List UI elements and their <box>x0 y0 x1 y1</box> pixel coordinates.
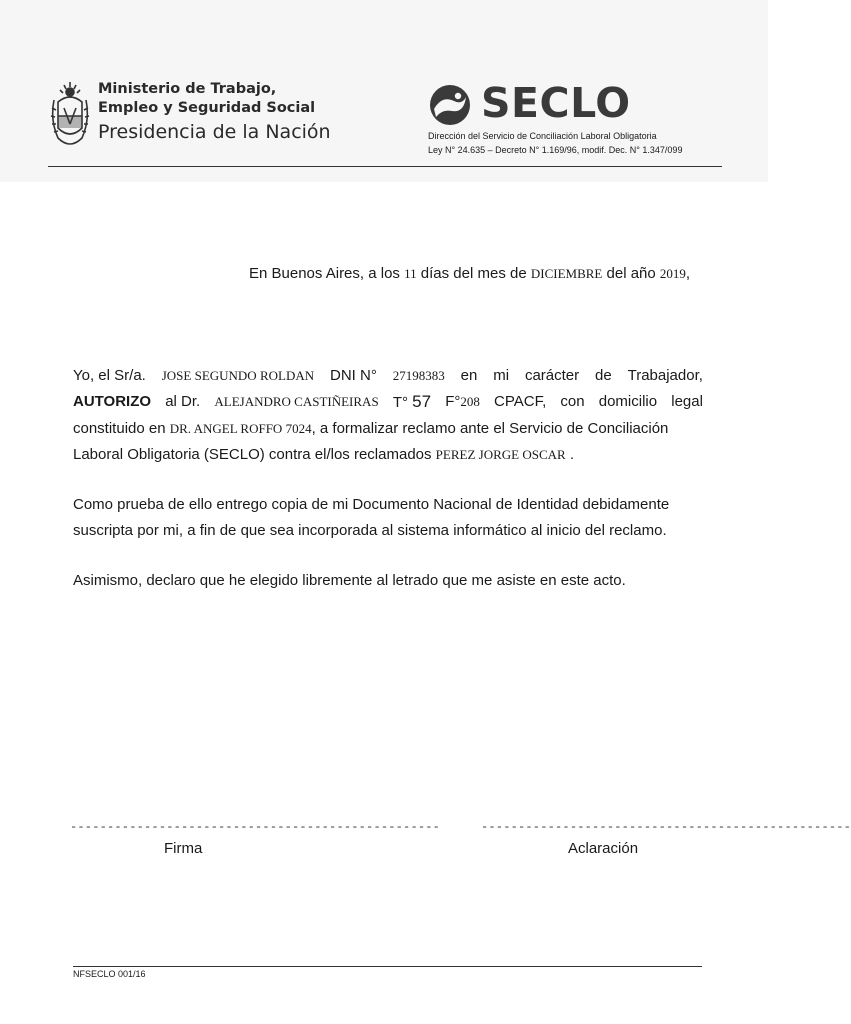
date-year: 2019 <box>659 266 686 281</box>
clarification-line: -------------------------------------------------- <box>481 820 851 834</box>
word-con: con <box>560 393 585 410</box>
auth-yo: Yo, el Sr/a. <box>73 367 146 384</box>
evidence-line-1: Como prueba de ello entrego copia de mi Documento Nacional de Identidad debidamente <box>73 496 670 513</box>
word-mi: mi <box>493 367 510 384</box>
seclo-law: Ley N° 24.635 – Decreto N° 1.169/96, modif. Dec. N° 1.347/099 <box>428 145 683 155</box>
tomo-label: T° <box>392 394 408 411</box>
date-month: DICIEMBRE <box>530 266 603 281</box>
date-middle: días del mes de <box>416 265 531 282</box>
date-suffix: , <box>685 265 691 282</box>
respondent-name: PEREZ JORGE OSCAR <box>435 447 566 462</box>
cpacf: CPACF, <box>494 393 547 410</box>
word-domicilio: domicilio <box>598 393 658 410</box>
seclo-direction: Dirección del Servicio de Conciliación Laboral Obligatoria <box>428 131 657 141</box>
date-prefix: En Buenos Aires, a los <box>249 265 405 282</box>
constituido-label: constituido en <box>73 420 166 437</box>
date-year-prefix: del año <box>602 265 660 282</box>
footer-divider <box>73 966 702 967</box>
al-dr: al Dr. <box>165 393 201 410</box>
argentina-coat-of-arms-icon <box>50 80 90 148</box>
clarification-label: Aclaración <box>568 840 639 857</box>
lawyer-name: ALEJANDRO CASTIÑEIRAS <box>214 394 379 409</box>
word-legal: legal <box>671 393 703 410</box>
tomo <box>393 389 431 416</box>
evidence-paragraph <box>73 492 703 544</box>
date-day: 11 <box>404 266 417 281</box>
word-caracter: carácter <box>524 367 580 384</box>
authorization-paragraph <box>73 363 703 468</box>
address: DR. ANGEL ROFFO 7024 <box>169 421 312 436</box>
folio-number: 208 <box>460 394 480 409</box>
auth-line-2 <box>73 389 703 416</box>
signature-label: Firma <box>164 840 203 857</box>
form-code: NFSECLO 001/16 <box>73 969 146 979</box>
tomo-number: 57 <box>412 392 432 411</box>
folio <box>445 389 480 416</box>
date-line <box>249 265 690 282</box>
header-divider <box>48 166 722 167</box>
seclo-wordmark: SECLO <box>481 79 631 127</box>
constituido-en <box>73 416 668 442</box>
header <box>0 0 768 182</box>
auth-line-4-prefix: Laboral Obligatoria (SECLO) contra el/los reclamados <box>73 446 432 463</box>
dni-label: DNI N° <box>330 367 377 384</box>
auth-line-4-suffix: . <box>569 446 575 463</box>
evidence-line-2: suscripta por mi, a fin de que sea incorporada al sistema informático al inicio del reclamo. <box>73 522 667 539</box>
worker-name: JOSE SEGUNDO ROLDAN <box>161 368 315 383</box>
ministry-line-3: Presidencia de la Nación <box>98 121 331 143</box>
auth-line-3-rest: , a formalizar reclamo ante el Servicio de Conciliación <box>311 420 669 437</box>
ministry-title <box>98 80 331 145</box>
seclo-subtitle <box>428 129 682 157</box>
seclo-logo-icon <box>428 83 472 127</box>
ministry-line-1: Ministerio de Trabajo, <box>98 81 277 97</box>
declaration-paragraph: Asimismo, declaro que he elegido libremente al letrado que me asiste en este acto. <box>73 572 626 589</box>
auth-line-1 <box>73 363 703 389</box>
auth-line-3 <box>73 416 703 442</box>
ministry-line-2: Empleo y Seguridad Social <box>98 100 316 116</box>
word-en: en <box>460 367 478 384</box>
auth-line-4 <box>73 442 703 468</box>
folio-label: F° <box>445 393 461 410</box>
word-trabajador: Trabajador, <box>627 367 703 384</box>
signature-line: -------------------------------------------------- <box>70 820 441 834</box>
word-de: de <box>595 367 612 384</box>
autorizo-label: AUTORIZO <box>73 393 152 410</box>
dni-number: 27198383 <box>392 368 445 383</box>
